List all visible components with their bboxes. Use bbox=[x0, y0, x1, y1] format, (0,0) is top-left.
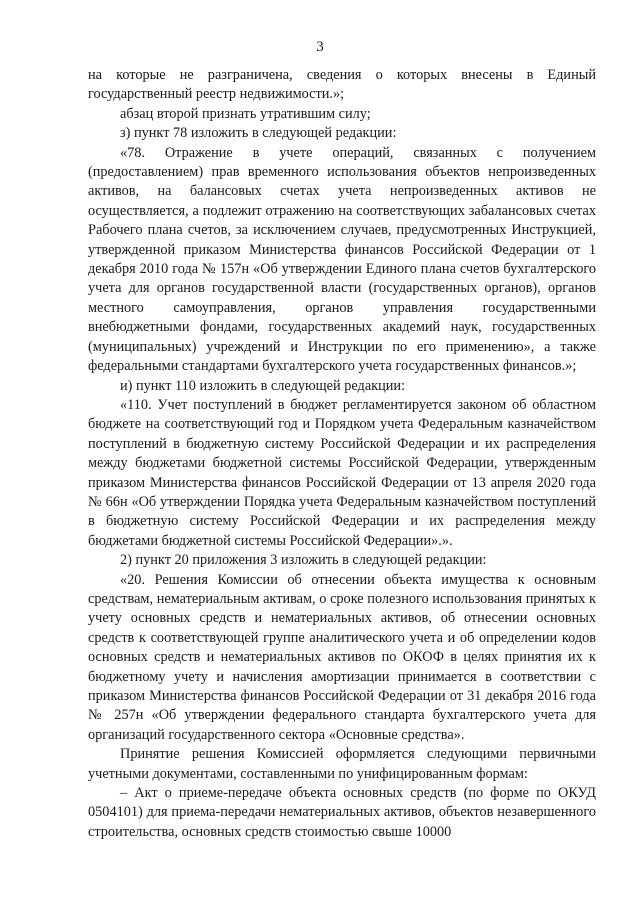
paragraph: абзац второй признать утратившим силу; bbox=[120, 105, 371, 122]
paragraph: «78. Отражение в учете операций, связанных с получением (предоставлением) прав временного использования объектов непроизведенных активов, на балансовых счетах учета непроизведенных активов не осуществляется, а подлежит отражению на соответствующих забалансовых счетах Рабочего плана счетов, за исключением случаев, предусмотренных Инструкцией, утвержденной приказом Министерства финансов Российской Федерации от 1 декабря 2010 года № 157н «Об утверждении Единого плана счетов бухгалтерского учета для органов государственной власти (государственных органов), органов местного самоуправления, органов управления государственными внебюджетными фондами, государственных академий наук, государственных (муниципальных) учреждений и Инструкции по его применению», а также федеральными стандартами бухгалтерского учета государственных финансов.»; bbox=[88, 144, 596, 375]
paragraph: «110. Учет поступлений в бюджет регламентируется законом об областном бюджете на соответствующий год и Порядком учета Федеральным казначейством поступлений в бюджетную систему Российской Федерации и их распределения между бюджетами бюджетной системы Российской Федерации, утвержденным приказом Министерства финансов Российской Федерации от 13 апреля 2020 года № 66н «Об утверждении Порядка учета Федеральным казначейством поступлений в бюджетную систему Российской Федерации и их распределения между бюджетами бюджетной системы Российской Федерации».». bbox=[88, 396, 596, 549]
document-body bbox=[88, 66, 596, 842]
paragraph: на которые не разграничена, сведения о которых внесены в Единый государственный реестр недвижимости.»; bbox=[88, 67, 596, 103]
paragraph: – Акт о приеме-передаче объекта основных средств (по форме по ОКУД 0504101) для приема-передачи нематериальных активов, объектов незавершенного строительства, основных средств стоимостью свыше 10000 bbox=[88, 785, 596, 840]
paragraph: з) пункт 78 изложить в следующей редакции: bbox=[120, 125, 397, 142]
paragraph: «20. Решения Комиссии об отнесении объекта имущества к основным средствам, нематериальным активам, о сроке полезного использования принятых к учету основных средств и нематериальных активов, об отнесении основных средств к соответствующей группе аналитического учета и об определении кодов основных средств и нематериальных активов по ОКОФ в целях принятия их к бюджетному учету и начисления амортизации принимается в соответствии с приказом Министерства финансов Российской Федерации от 31 декабря 2016 года № 257н «Об утверждении федерального стандарта бухгалтерского учета для организаций государственного сектора «Основные средства». bbox=[88, 571, 596, 743]
paragraph: и) пункт 110 изложить в следующей редакции: bbox=[120, 377, 406, 394]
paragraph: Принятие решения Комиссией оформляется следующими первичными учетными документами, составленными по унифицированным формам: bbox=[88, 746, 596, 782]
page-number: 3 bbox=[316, 39, 324, 55]
paragraph: 2) пункт 20 приложения 3 изложить в следующей редакции: bbox=[120, 552, 487, 569]
